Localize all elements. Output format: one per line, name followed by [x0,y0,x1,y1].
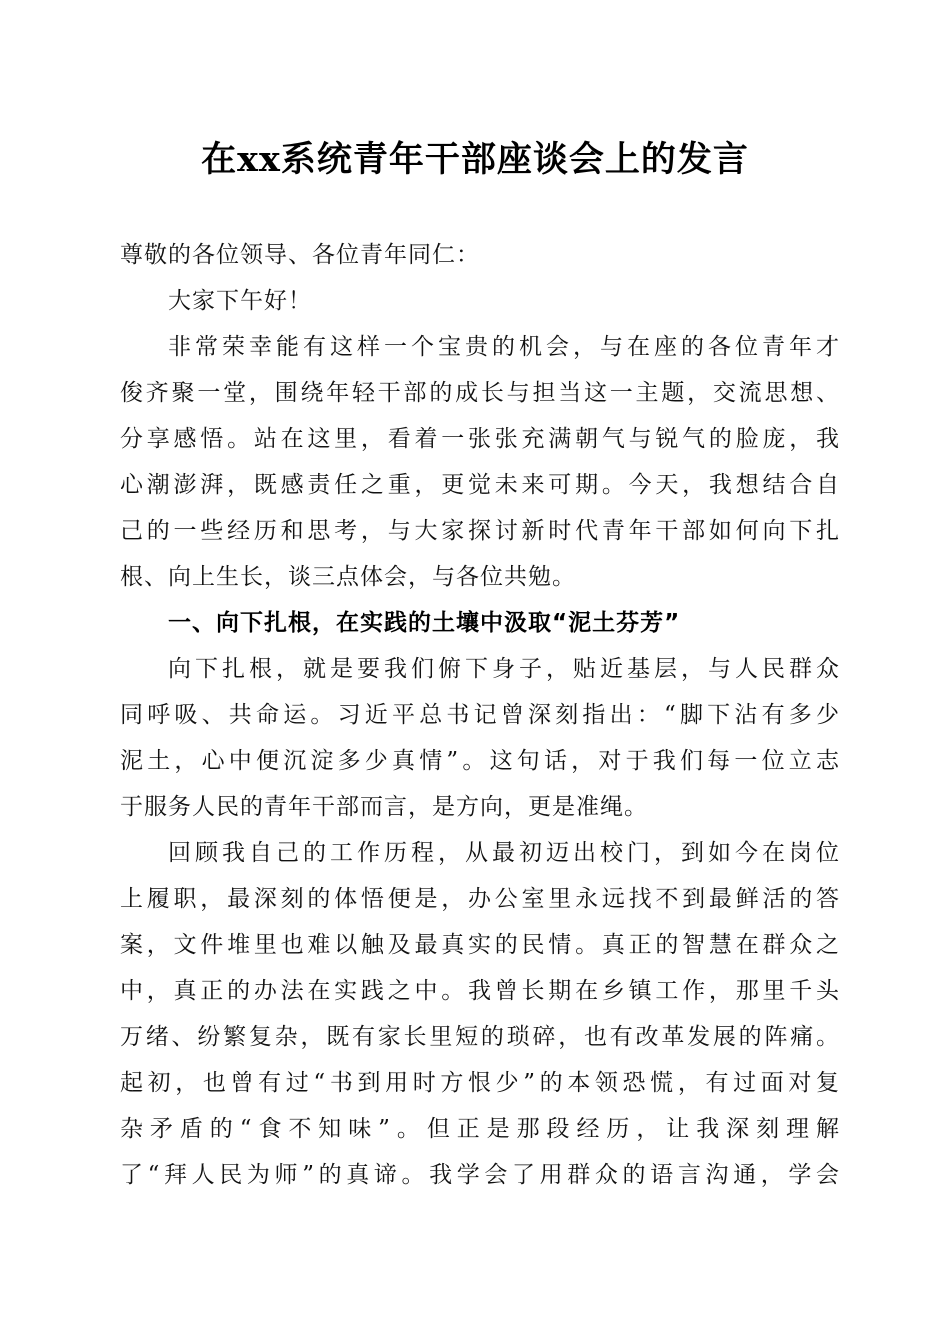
paragraph-line: 泥土，心中便沉淀多少真情”。这句话，对于我们每一位立志 [120,748,840,774]
paragraph-2 [120,646,840,830]
paragraph-line: 非常荣幸能有这样一个宝贵的机会，与在座的各位青年才 [168,334,840,360]
paragraph-line: 心潮澎湃，既感责任之重，更觉未来可期。今天，我想结合自 [120,472,840,498]
paragraph-line: 杂矛盾的“食不知味”。但正是那段经历，让我深刻理解 [120,1116,840,1142]
paragraph-1 [120,324,840,600]
paragraph-line: 起初，也曾有过“书到用时方恨少”的本领恐慌，有过面对复 [120,1070,840,1096]
document-title: 在xx系统青年干部座谈会上的发言 [201,139,749,180]
paragraph-line: 回顾我自己的工作历程，从最初迈出校门，到如今在岗位 [168,840,840,866]
paragraph-line: 同呼吸、共命运。习近平总书记曾深刻指出：“脚下沾有多少 [120,702,840,728]
document-body [120,232,840,1198]
paragraph-line: 向下扎根，就是要我们俯下身子，贴近基层，与人民群众 [168,656,840,682]
paragraph-line: 中，真正的办法在实践之中。我曾长期在乡镇工作，那里千头 [120,978,840,1004]
paragraph-3 [120,830,840,1198]
paragraph-line: 俊齐聚一堂，围绕年轻干部的成长与担当这一主题，交流思想、 [120,380,840,406]
paragraph-line: 万绪、纷繁复杂，既有家长里短的琐碎，也有改革发展的阵痛。 [120,1024,840,1050]
paragraph-line: 分享感悟。站在这里，看着一张张充满朝气与锐气的脸庞，我 [120,426,840,452]
paragraph-line: 上履职，最深刻的体悟便是，办公室里永远找不到最鲜活的答 [120,886,840,912]
paragraph-line: 根、向上生长，谈三点体会，与各位共勉。 [120,564,576,590]
greeting: 大家下午好！ [168,288,312,314]
paragraph-line: 于服务人民的青年干部而言，是方向，更是准绳。 [120,794,648,820]
section-heading-1: 一、向下扎根，在实践的土壤中汲取“泥土芬芳” [168,610,681,636]
paragraph-line: 己的一些经历和思考，与大家探讨新时代青年干部如何向下扎 [120,518,840,544]
paragraph-line: 案，文件堆里也难以触及最真实的民情。真正的智慧在群众之 [120,932,840,958]
salutation: 尊敬的各位领导、各位青年同仁： [120,242,480,268]
paragraph-line: 了“拜人民为师”的真谛。我学会了用群众的语言沟通，学会 [120,1162,840,1188]
